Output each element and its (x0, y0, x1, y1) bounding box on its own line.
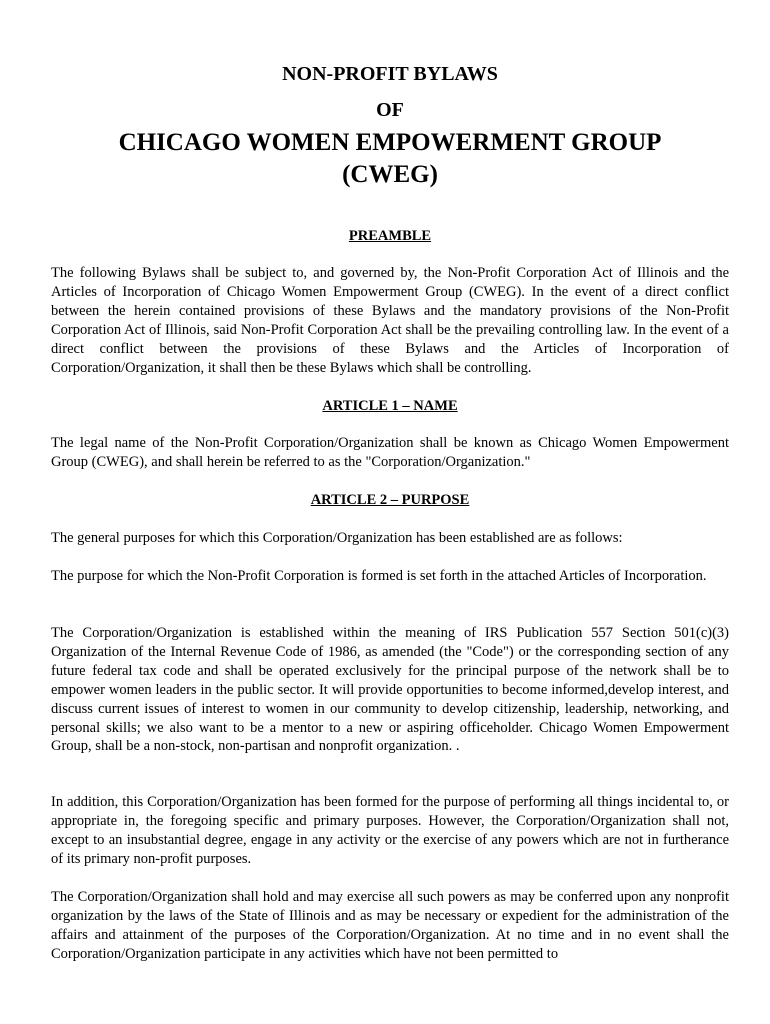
article-2-paragraph-1: The general purposes for which this Corporation/Organization has been established are as follows: (51, 530, 623, 546)
organization-name-title: CHICAGO WOMEN EMPOWERMENT GROUP (118, 129, 662, 156)
article-2-heading: ARTICLE 2 – PURPOSE (310, 492, 470, 508)
article-2-paragraph-4: In addition, this Corporation/Organization has been formed for the purpose of performing all things incidental to, or appropriate in, the foregoing specific and primary purposes. However, the Corporation/Organization shall not, except to an insubstantial degree, engage in any activity or the exercise of any powers which are not in furtherance of its primary non-profit purposes. (51, 794, 729, 867)
preamble-paragraph: The following Bylaws shall be subject to, and governed by, the Non-Profit Corporation Act of Illinois and the Articles of Incorporation of Chicago Women Empowerment Group (CWEG). In the event of a direct conflict between the herein contained provisions of these Bylaws and the mandatory provisions of the Non-Profit Corporation Act of Illinois, said Non-Profit Corporation Act shall be the prevailing controlling law. In the event of a direct conflict between the provisions of these Bylaws and the Articles of Incorporation of Corporation/Organization, it shall then be these Bylaws which shall be controlling. (51, 265, 729, 376)
preamble-heading: PREAMBLE (348, 228, 432, 244)
document-title-line-2: OF (376, 99, 404, 121)
article-2-paragraph-5: The Corporation/Organization shall hold and may exercise all such powers as may be conferred upon any nonprofit organization by the laws of the State of Illinois and as may be necessary or expedient for the administration of the affairs and attainment of the purposes of the Corporation/Organization. At no time and in no event shall the Corporation/Organization participate in any activities which have not been permitted to (51, 889, 729, 962)
organization-acronym-title: (CWEG) (342, 161, 438, 188)
article-2-paragraph-2: The purpose for which the Non-Profit Corporation is formed is set forth in the attached Articles of Incorporation. (51, 568, 707, 584)
article-1-heading: ARTICLE 1 – NAME (322, 398, 458, 414)
article-2-paragraph-3: The Corporation/Organization is established within the meaning of IRS Publication 557 Section 501(c)(3) Organization of the Internal Revenue Code of 1986, as amended (the "Code") or the corresponding section of any future federal tax code and shall be operated exclusively for the principal purpose of the network shall be to empower women leaders in the public sector. It will provide opportunities to become informed,develop interest, and discuss current issues of interest to women in our community to develop citizenship, leadership, networking, and personal skills; we also want to be a mentor to a new or aspiring officeholder. Chicago Women Empowerment Group, shall be a non-stock, non-partisan and nonprofit organization. . (51, 625, 729, 755)
document-title-line-1: NON-PROFIT BYLAWS (282, 63, 498, 85)
article-1-paragraph: The legal name of the Non-Profit Corporation/Organization shall be known as Chicago Women Empowerment Group (CWEG), and shall herein be referred to as the "Corporation/Organization." (51, 435, 729, 470)
